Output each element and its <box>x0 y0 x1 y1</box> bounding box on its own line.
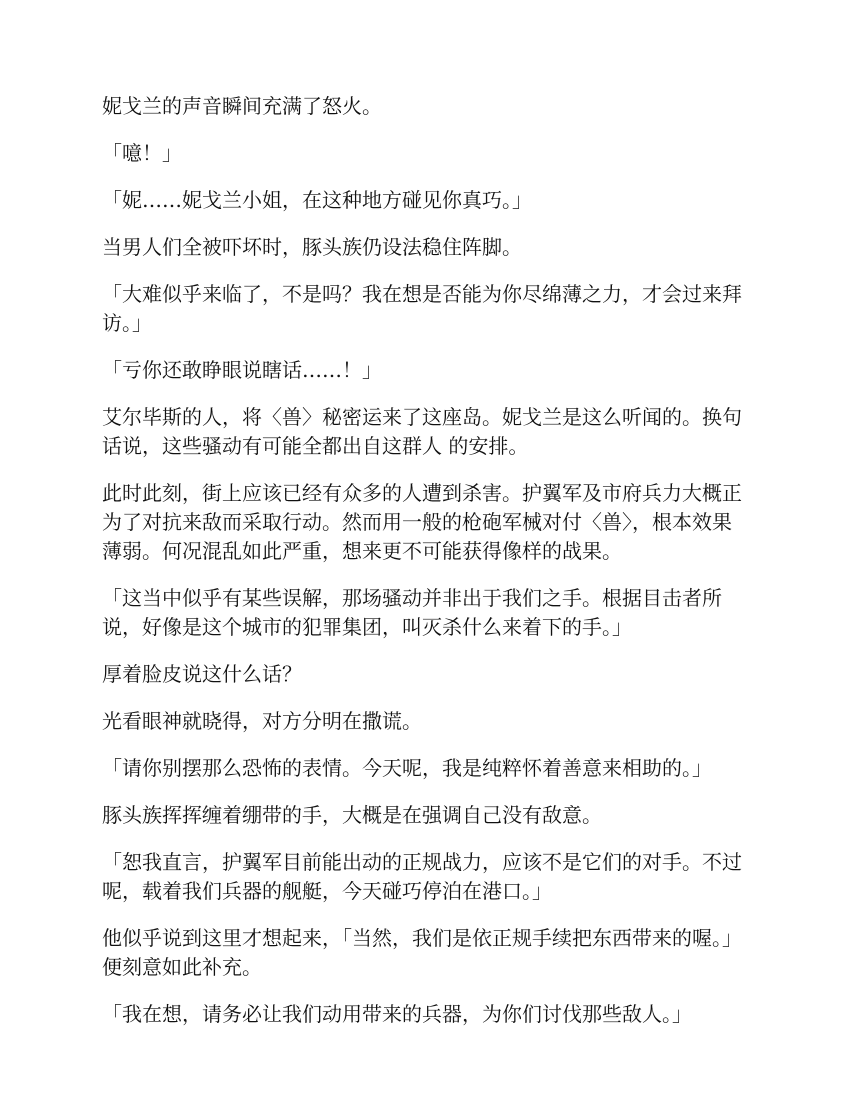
paragraph-1: 妮戈兰的声音瞬间充满了怒火。 <box>102 94 382 118</box>
paragraph-11: 光看眼神就晓得，对方分明在撒谎。 <box>102 709 422 733</box>
paragraph-3: 「妮……妮戈兰小姐，在这种地方碰见你真巧。」 <box>102 188 532 212</box>
paragraph-10: 厚着脸皮说这什么话？ <box>102 662 302 686</box>
paragraph-12: 「请你别摆那么恐怖的表情。今天呢，我是纯粹怀着善意来相助的。」 <box>102 756 712 780</box>
paragraph-8: 此时此刻，街上应该已经有众多的人遭到杀害。护翼军及市府兵力大概正为了对抗来敌而采取行动。然而用一般的枪砲军械对付〈兽〉，根本效果薄弱。何况混乱如此严重，想来更不可能获得像样的战果。 <box>102 481 742 563</box>
paragraph-16: 「我在想，请务必让我们动用带来的兵器，为你们讨伐那些敌人。」 <box>102 1002 692 1026</box>
paragraph-14: 「恕我直言，护翼军目前能出动的正规战力，应该不是它们的对手。不过呢，载着我们兵器的舰艇，今天碰巧停泊在港口。」 <box>102 850 742 903</box>
paragraph-15: 他似乎说到这里才想起来，「当然，我们是依正规手续把东西带来的喔。」便刻意如此补充。 <box>102 926 742 979</box>
paragraph-13: 豚头族挥挥缠着绷带的手，大概是在强调自己没有敌意。 <box>102 803 602 827</box>
paragraph-2: 「噫！」 <box>102 141 182 165</box>
paragraph-7: 艾尔毕斯的人，将〈兽〉秘密运来了这座岛。妮戈兰是这么听闻的。换句话说，这些骚动有可能全都出自这群人 的安排。 <box>102 405 742 458</box>
paragraph-5: 「大难似乎来临了，不是吗？我在想是否能为你尽绵薄之力，才会过来拜访。」 <box>102 282 742 335</box>
paragraph-4: 当男人们全被吓坏时，豚头族仍设法稳住阵脚。 <box>102 235 522 259</box>
paragraph-6: 「亏你还敢睁眼说瞎话……！」 <box>102 358 382 382</box>
paragraph-9: 「这当中似乎有某些误解，那场骚动并非出于我们之手。根据目击者所说，好像是这个城市的犯罪集团，叫灭杀什么来着下的手。」 <box>102 586 722 639</box>
